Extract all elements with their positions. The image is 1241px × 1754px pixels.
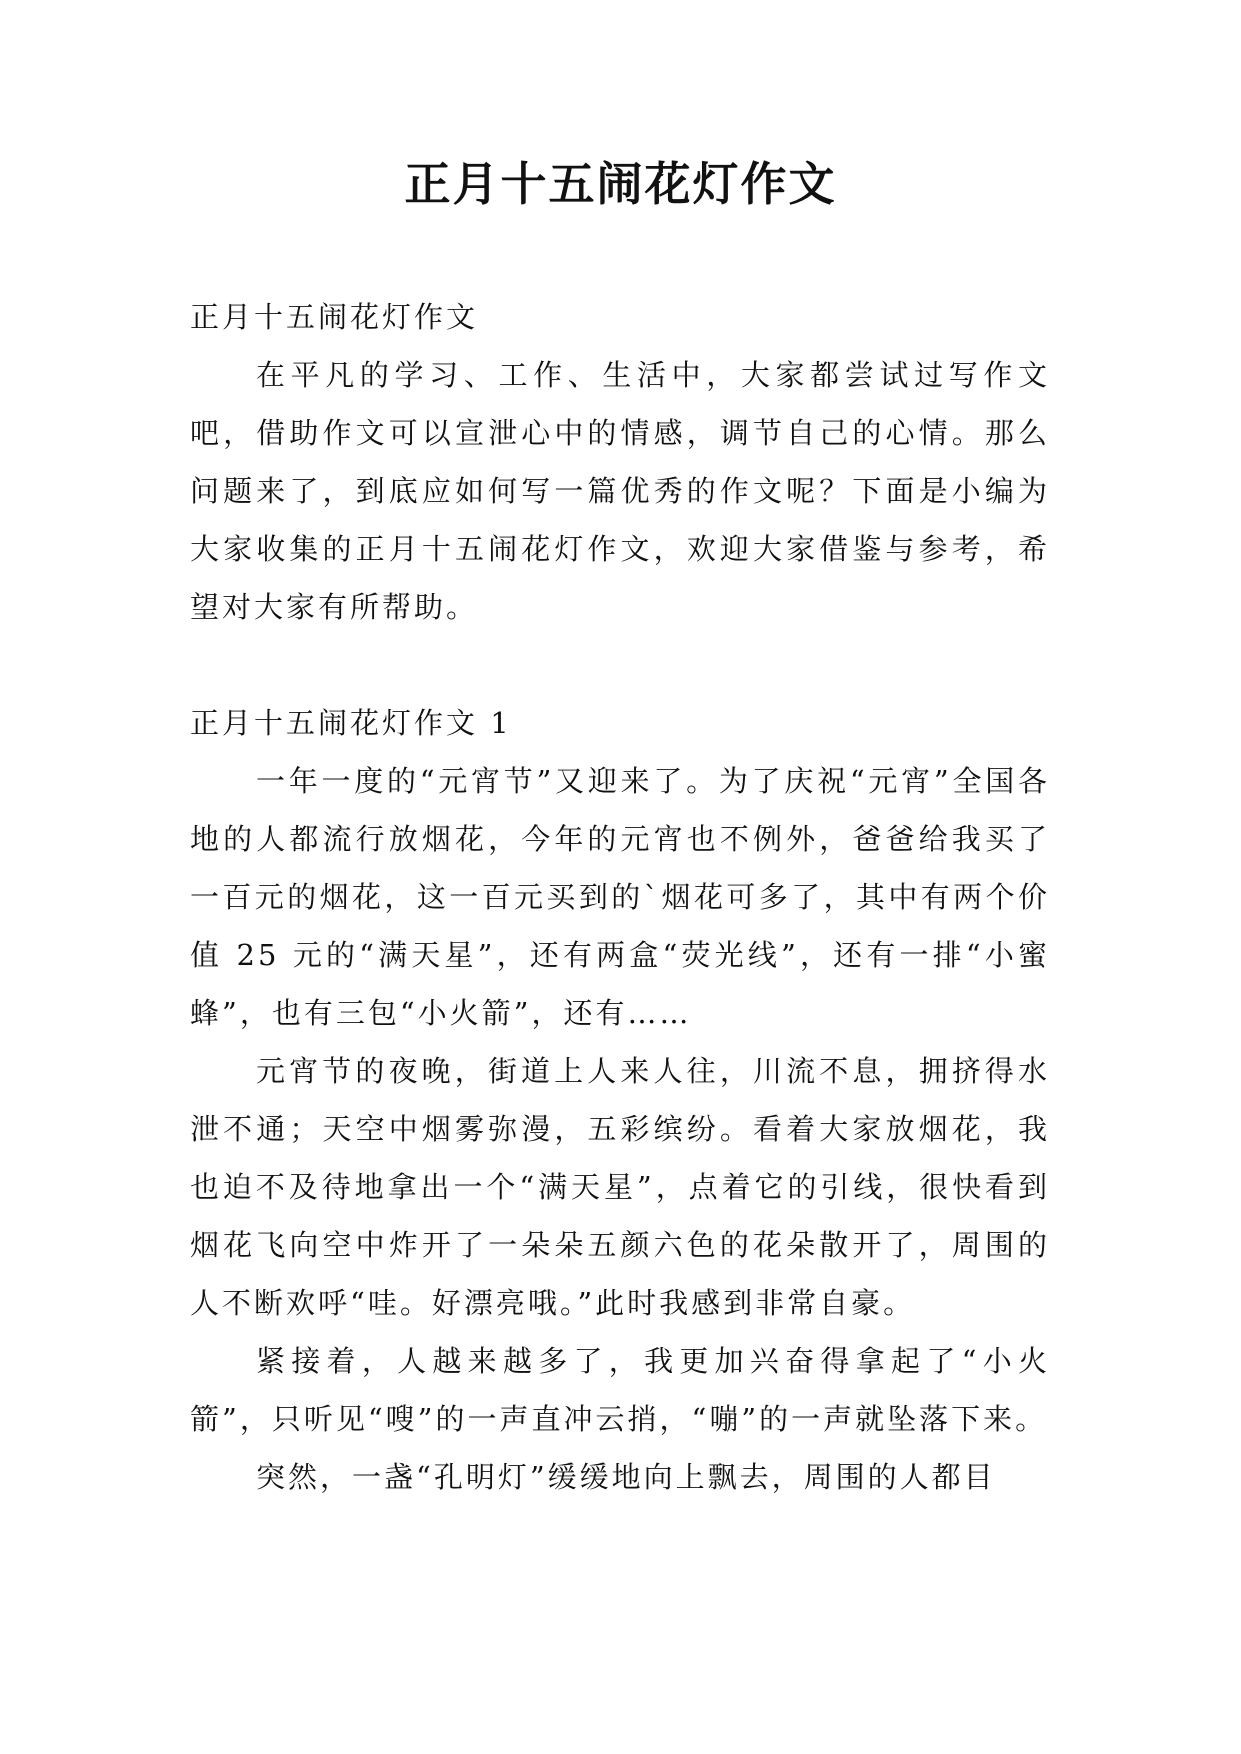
document-title: 正月十五闹花灯作文 xyxy=(404,157,837,211)
section-spacer xyxy=(190,636,1050,694)
essay-paragraph-4: 突然，一盏“孔明灯”缓缓地向上飘去，周围的人都目 xyxy=(256,1460,996,1494)
intro-heading: 正月十五闹花灯作文 xyxy=(190,300,479,334)
document-body xyxy=(190,288,1050,1506)
essay-paragraph-1: 一年一度的“元宵节”又迎来了。为了庆祝“元宵”全国各地的人都流行放烟花，今年的元宵也不例外，爸爸给我买了一百元的烟花，这一百元买到的`烟花可多了，其中有两个价值 25 元的“满天星”，还有两盒“荧光线”，还有一排“小蜜蜂”，也有三包“小火箭”，还有…… xyxy=(190,764,1050,1030)
essay-paragraph-3: 紧接着，人越来越多了，我更加兴奋得拿起了“小火箭”，只听见“嗖”的一声直冲云捎，“嘣”的一声就坠落下来。 xyxy=(190,1344,1050,1436)
section-heading: 正月十五闹花灯作文 1 xyxy=(190,706,512,740)
essay-paragraph-2: 元宵节的夜晚，街道上人来人往，川流不息，拥挤得水泄不通；天空中烟雾弥漫，五彩缤纷。看着大家放烟花，我也迫不及待地拿出一个“满天星”，点着它的引线，很快看到烟花飞向空中炸开了一朵朵五颜六色的花朵散开了，周围的人不断欢呼“哇。好漂亮哦。”此时我感到非常自豪。 xyxy=(190,1054,1050,1320)
intro-paragraph: 在平凡的学习、工作、生活中，大家都尝试过写作文吧，借助作文可以宣泄心中的情感，调节自己的心情。那么问题来了，到底应如何写一篇优秀的作文呢？下面是小编为大家收集的正月十五闹花灯作文，欢迎大家借鉴与参考，希望对大家有所帮助。 xyxy=(190,358,1050,624)
